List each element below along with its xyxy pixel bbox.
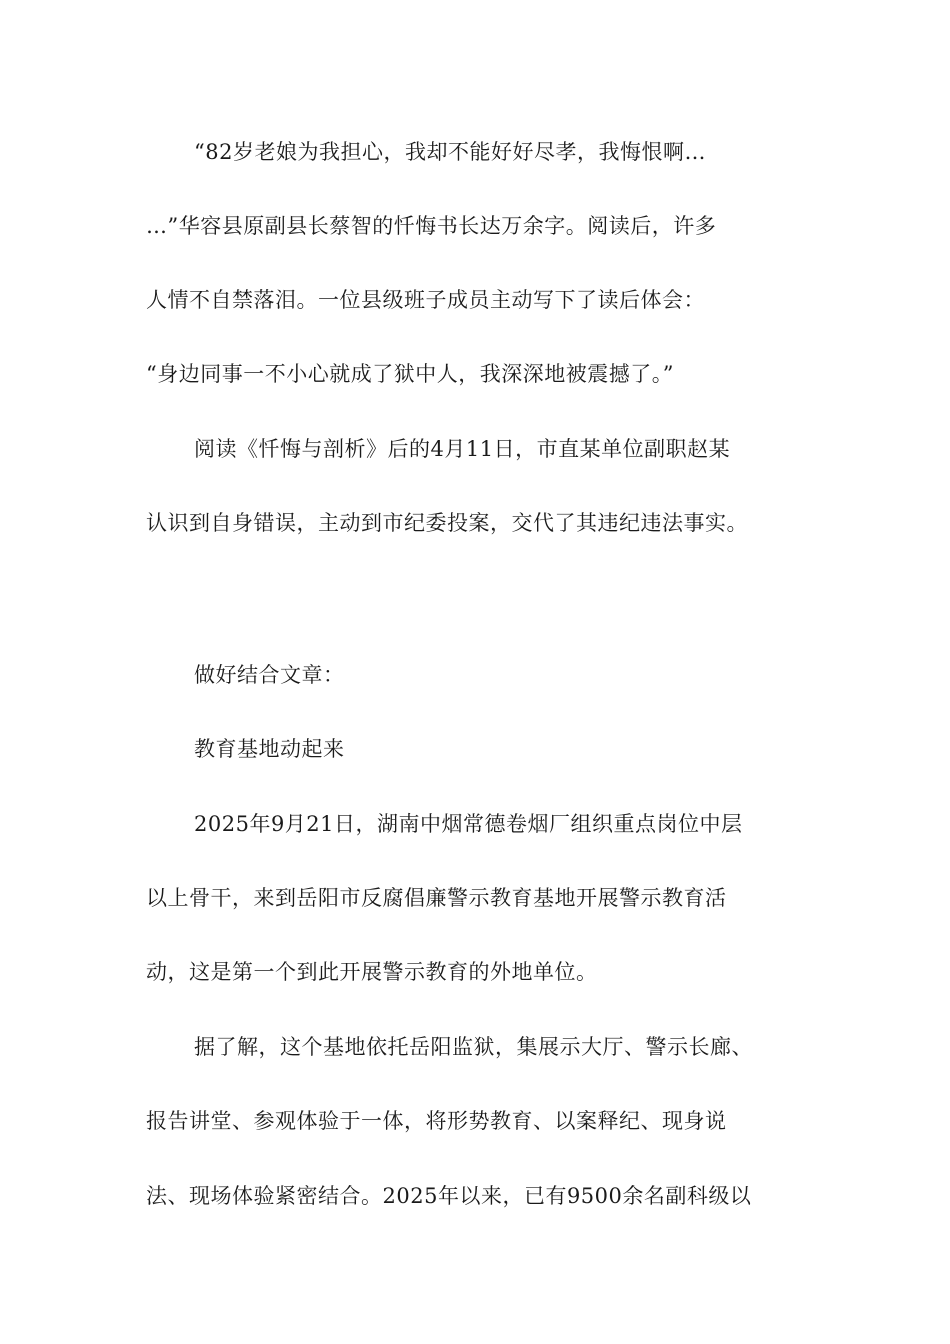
paragraph-line: 认识到自身错误，主动到市纪委投案，交代了其违纪违法事实。	[146, 511, 748, 535]
paragraph-line: 报告讲堂、参观体验于一体，将形势教育、以案释纪、现身说	[146, 1109, 727, 1133]
paragraph-line: …”华容县原副县长蔡智的忏悔书长达万余字。阅读后，许多	[146, 214, 717, 238]
section-subheading: 教育基地动起来	[194, 737, 345, 761]
paragraph-line: 据了解，这个基地依托岳阳监狱，集展示大厅、警示长廊、	[194, 1035, 753, 1059]
paragraph-line: 法、现场体验紧密结合。2025年以来，已有9500余名副科级以	[146, 1184, 752, 1208]
paragraph-line: “82岁老娘为我担心，我却不能好好尽孝，我悔恨啊…	[194, 140, 706, 164]
paragraph-line: 2025年9月21日，湖南中烟常德卷烟厂组织重点岗位中层	[194, 812, 743, 836]
paragraph-line: 人情不自禁落泪。一位县级班子成员主动写下了读后体会：	[146, 288, 705, 312]
section-heading: 做好结合文章：	[194, 663, 345, 687]
paragraph-line: “身边同事一不小心就成了狱中人，我深深地被震撼了。”	[146, 362, 674, 386]
paragraph-line: 动，这是第一个到此开展警示教育的外地单位。	[146, 960, 598, 984]
paragraph-line: 阅读《忏悔与剖析》后的4月11日，市直某单位副职赵某	[194, 437, 731, 461]
paragraph-line: 以上骨干，来到岳阳市反腐倡廉警示教育基地开展警示教育活	[146, 886, 727, 910]
